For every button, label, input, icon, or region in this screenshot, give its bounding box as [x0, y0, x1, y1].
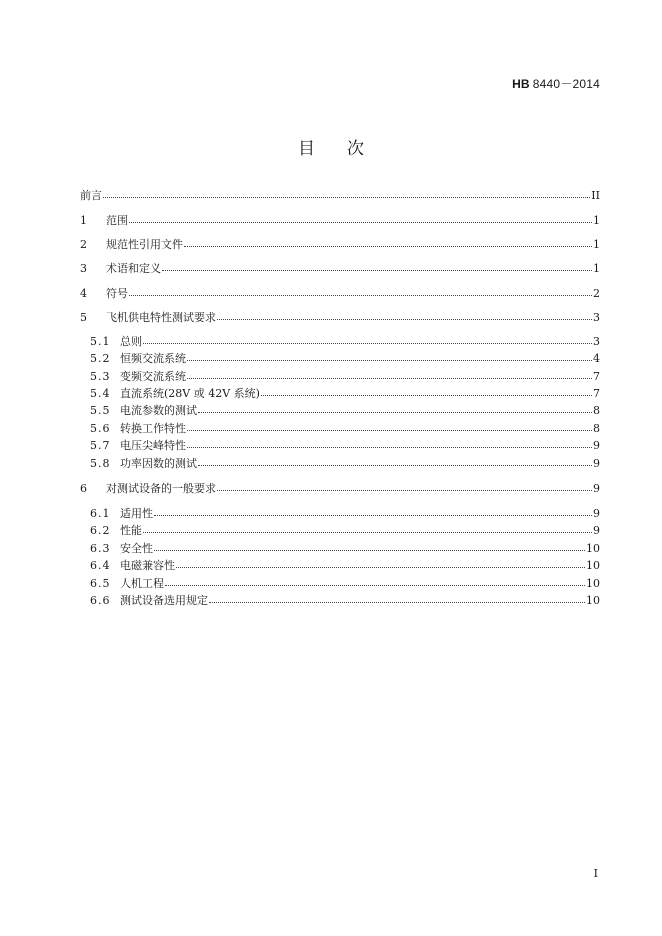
toc-entry-number: 6.2: [90, 524, 111, 537]
toc-entry-number: 6.6: [90, 594, 111, 607]
toc-leader-dots: [103, 188, 590, 198]
toc-leader-dots: [154, 541, 585, 551]
toc-leader-dots: [162, 261, 592, 271]
toc-leader-dots: [154, 506, 592, 516]
toc-entry-page: 1: [593, 262, 600, 275]
toc-entry-label: 转换工作特性: [120, 422, 186, 435]
toc-entry-label: 飞机供电特性测试要求: [106, 311, 216, 324]
toc-leader-dots: [261, 386, 592, 396]
toc-entry-page: 10: [586, 542, 600, 555]
toc-entry-label: 电压尖峰特性: [120, 439, 186, 452]
toc-entry-label: 人机工程: [120, 577, 164, 590]
toc-entry-page: 3: [593, 311, 600, 324]
toc-entry-label: 性能: [120, 524, 142, 537]
toc-subentry[interactable]: [90, 351, 600, 367]
standard-code-number: 8440－2014: [532, 77, 600, 91]
toc-subentry[interactable]: [90, 421, 600, 437]
toc-subentry[interactable]: [90, 403, 600, 419]
toc-entry-number: 1: [80, 214, 88, 227]
toc-entry-page: 4: [593, 352, 600, 365]
toc-entry[interactable]: [80, 310, 600, 326]
toc-entry-label: 电磁兼容性: [120, 559, 175, 572]
toc-subentry[interactable]: [90, 523, 600, 539]
toc-entry-number: 5.6: [90, 422, 111, 435]
toc-subentry[interactable]: [90, 593, 600, 609]
toc-leader-dots: [143, 334, 592, 344]
toc-subentry[interactable]: [90, 386, 600, 402]
toc-entry-label: 范围: [106, 214, 128, 227]
toc-entry-number: 5.2: [90, 352, 111, 365]
toc-leader-dots: [165, 576, 585, 586]
toc-leader-dots: [187, 421, 592, 431]
toc-leader-dots: [217, 310, 592, 320]
toc-leader-dots: [176, 558, 585, 568]
toc-entry-number: 6.3: [90, 542, 111, 555]
toc-entry-number: 6.5: [90, 577, 111, 590]
toc-entry-label: 对测试设备的一般要求: [106, 482, 216, 495]
toc-entry-label: 总则: [120, 335, 142, 348]
toc-entry-number: 5.4: [90, 387, 111, 400]
toc-entry[interactable]: [80, 286, 600, 302]
toc-entry-number: 3: [80, 262, 88, 275]
toc-entry-number: 4: [80, 287, 88, 300]
toc-entry-label: 功率因数的测试: [120, 457, 197, 470]
toc-entry-page: 9: [593, 507, 600, 520]
toc-leader-dots: [129, 286, 592, 296]
toc-entry-page: 1: [593, 214, 600, 227]
page-title: 目次: [298, 139, 396, 159]
toc-entry[interactable]: [80, 213, 600, 229]
toc-entry-page: 8: [593, 404, 600, 417]
toc-entry-number: 6.4: [90, 559, 111, 572]
toc-entry-page: 10: [586, 577, 600, 590]
toc-entry-number: 2: [80, 238, 88, 251]
toc-leader-dots: [129, 213, 592, 223]
toc-entry-label: 变频交流系统: [120, 370, 186, 383]
toc-leader-dots: [198, 403, 592, 413]
toc-entry-label: 测试设备选用规定: [120, 594, 208, 607]
toc-entry-number: 6: [80, 482, 88, 495]
toc-entry[interactable]: [80, 237, 600, 253]
toc-subentry[interactable]: [90, 456, 600, 472]
toc-entry-page: 9: [593, 524, 600, 537]
toc-entry-label: 符号: [106, 287, 128, 300]
toc-leader-dots: [198, 456, 592, 466]
toc-entry[interactable]: [80, 481, 600, 497]
toc-entry-label: 术语和定义: [106, 262, 161, 275]
page-number: I: [593, 867, 598, 880]
toc-leader-dots: [187, 369, 592, 379]
toc-entry-page: 2: [593, 287, 600, 300]
toc-entry-label: 恒频交流系统: [120, 352, 186, 365]
toc-entry-label: 安全性: [120, 542, 153, 555]
toc-subentry[interactable]: [90, 506, 600, 522]
toc-entry-page: 1: [593, 238, 600, 251]
toc-entry-label: 前言: [80, 189, 102, 202]
toc-subentry[interactable]: [90, 576, 600, 592]
toc-subentry[interactable]: [90, 334, 600, 350]
toc-leader-dots: [143, 523, 592, 533]
toc-subentry[interactable]: [90, 369, 600, 385]
toc-entry-number: 5.8: [90, 457, 111, 470]
toc-subentry[interactable]: [90, 558, 600, 574]
toc-entry-number: 5.1: [90, 335, 111, 348]
toc-entry-number: 5.7: [90, 439, 111, 452]
toc-leader-dots: [209, 593, 585, 603]
toc-entry-page: 9: [593, 439, 600, 452]
toc-entry-label: 电流参数的测试: [120, 404, 197, 417]
toc-entry-label: 适用性: [120, 507, 153, 520]
toc-entry-number: 5.5: [90, 404, 111, 417]
toc-entry[interactable]: [80, 188, 600, 204]
toc-entry-page: 9: [593, 482, 600, 495]
toc-entry-page: 9: [593, 457, 600, 470]
toc-leader-dots: [187, 351, 592, 361]
toc-entry-number: 6.1: [90, 507, 111, 520]
toc-entry-page: 10: [586, 559, 600, 572]
toc-leader-dots: [187, 438, 592, 448]
toc-entry-page: II: [591, 189, 600, 202]
toc-subentry[interactable]: [90, 438, 600, 454]
toc-entry-page: 7: [593, 370, 600, 383]
toc-entry-label: 规范性引用文件: [106, 238, 183, 251]
toc-entry-page: 10: [586, 594, 600, 607]
toc-entry-number: 5.3: [90, 370, 111, 383]
toc-entry-page: 8: [593, 422, 600, 435]
toc-entry-label: 直流系统(28V 或 42V 系统): [120, 387, 260, 400]
toc-leader-dots: [184, 237, 592, 247]
standard-code-prefix: HB: [512, 77, 530, 91]
toc-leader-dots: [217, 481, 592, 491]
toc-subentry[interactable]: [90, 541, 600, 557]
toc-entry-page: 3: [593, 335, 600, 348]
toc-entry[interactable]: [80, 261, 600, 277]
toc-entry-number: 5: [80, 311, 88, 324]
toc-entry-page: 7: [593, 387, 600, 400]
